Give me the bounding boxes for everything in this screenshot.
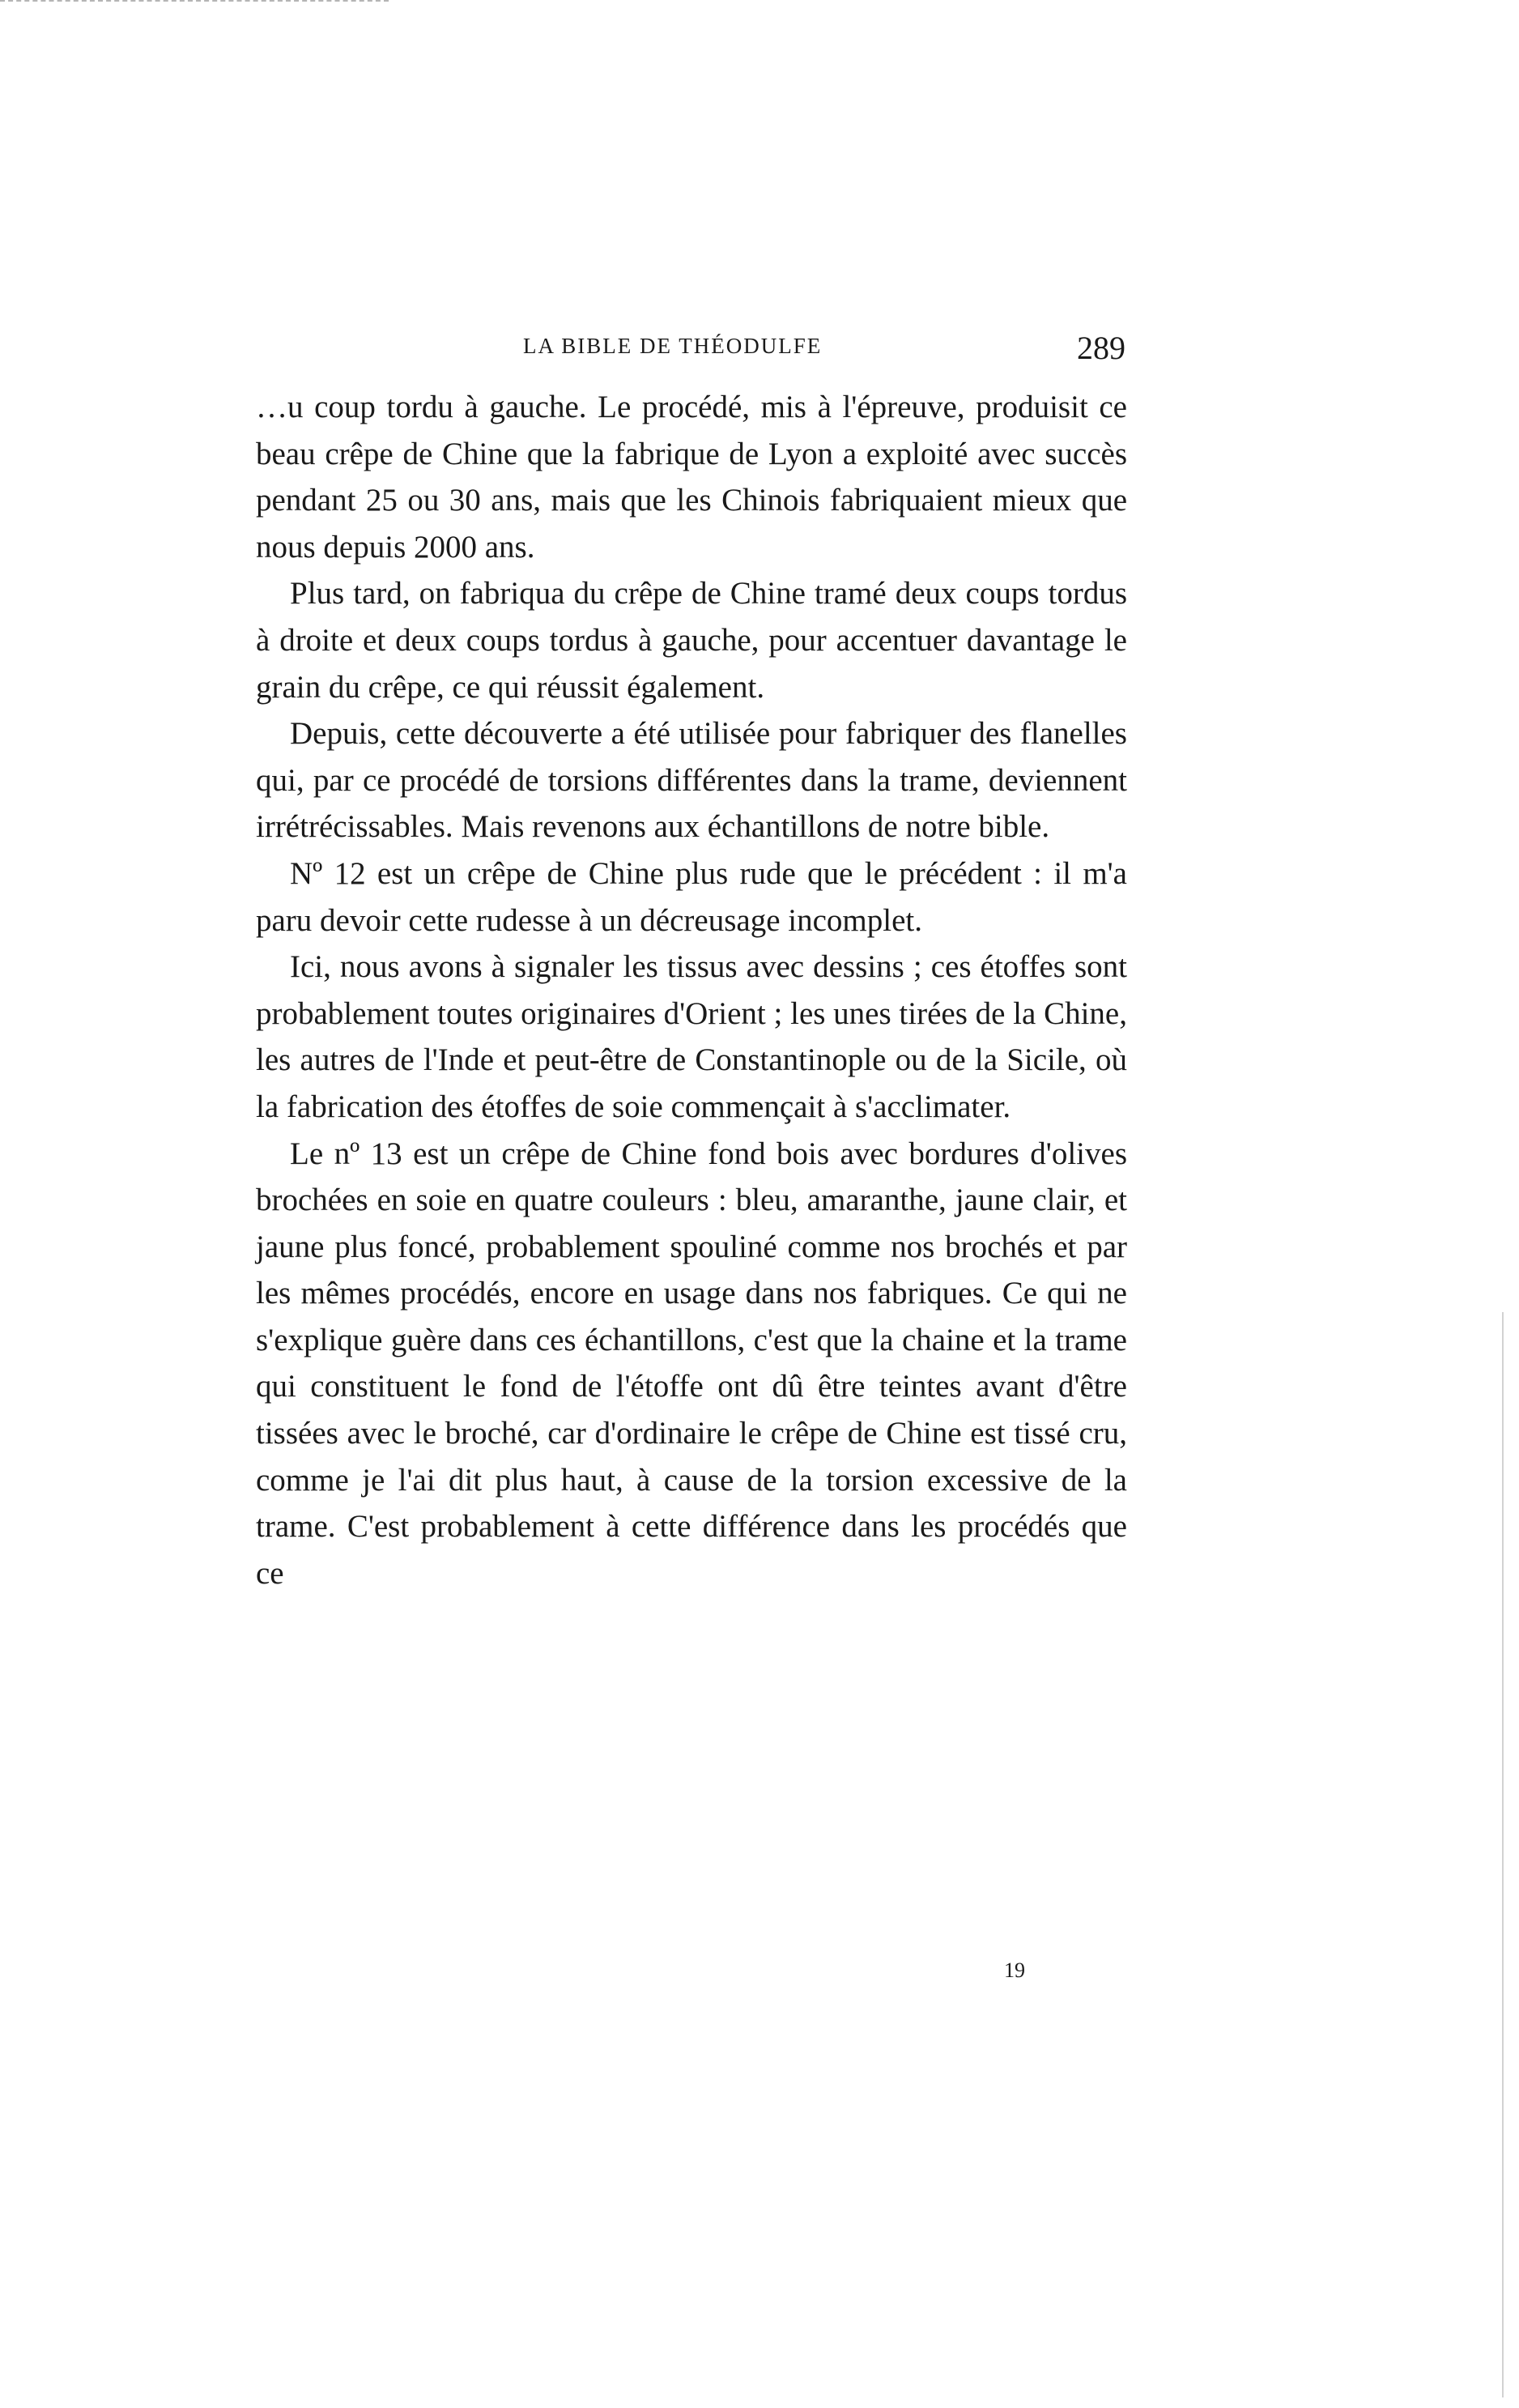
paragraph: Plus tard, on fabriqua du crêpe de Chine tramé deux coups tordus à droite et deux coups tordus à gauche, pour accentuer davantage le grain du crêpe, ce qui réussit également. — [256, 576, 1127, 705]
signature-mark: 19 — [1004, 1958, 1025, 1982]
body-text — [256, 384, 1127, 1596]
page-header — [257, 330, 1125, 382]
scan-artifact — [0, 0, 389, 6]
paragraph: Ici, nous avons à signaler les tissus avec dessins ; ces étoffes sont probablement toutes originaires d'Orient ; les unes tirées de la Chine, les autres de l'Inde et peut-être de Constantinople ou de la Sicile, où la fabrication des étoffes de soie commençait à s'acclimater. — [256, 949, 1127, 1124]
paragraph: Nº 12 est un crêpe de Chine plus rude que le précédent : il m'a paru devoir cette rudesse à un décreusage incomplet. — [256, 855, 1127, 938]
paragraph: Depuis, cette découverte a été utilisée pour fabriquer des flanelles qui, par ce procédé de torsions différentes dans la trame, deviennent irrétrécissables. Mais revenons aux échantillons de notre bible. — [256, 716, 1127, 845]
paragraph: Le nº 13 est un crêpe de Chine fond bois avec bordures d'olives brochées en soie en quatre couleurs : bleu, amaranthe, jaune clair, et jaune plus foncé, probablement spouliné comme nos brochés et par les mêmes procédés, encore en usage dans nos fabriques. Ce qui ne s'explique guère dans ces échantillons, c'est que la chaine et la trame qui constituent le fond de l'étoffe ont dû être teintes avant d'être tissées avec le broché, car d'ordinaire le crêpe de Chine est tissé cru, comme je l'ai dit plus haut, à cause de la torsion excessive de la trame. C'est probablement à cette différence dans les procédés que ce — [256, 1136, 1127, 1591]
running-title: LA BIBLE DE THÉODULFE — [523, 334, 823, 358]
paragraph-continued: …u coup tordu à gauche. Le procédé, mis à l'épreuve, produisit ce beau crêpe de Chine que la fabrique de Lyon a exploité avec succès pendant 25 ou 30 ans, mais que les Chinois fabriquaient mieux que nous depuis 2000 ans. — [256, 390, 1127, 565]
page-number: 289 — [1077, 330, 1125, 366]
page-edge-shadow — [1502, 1312, 1504, 2397]
